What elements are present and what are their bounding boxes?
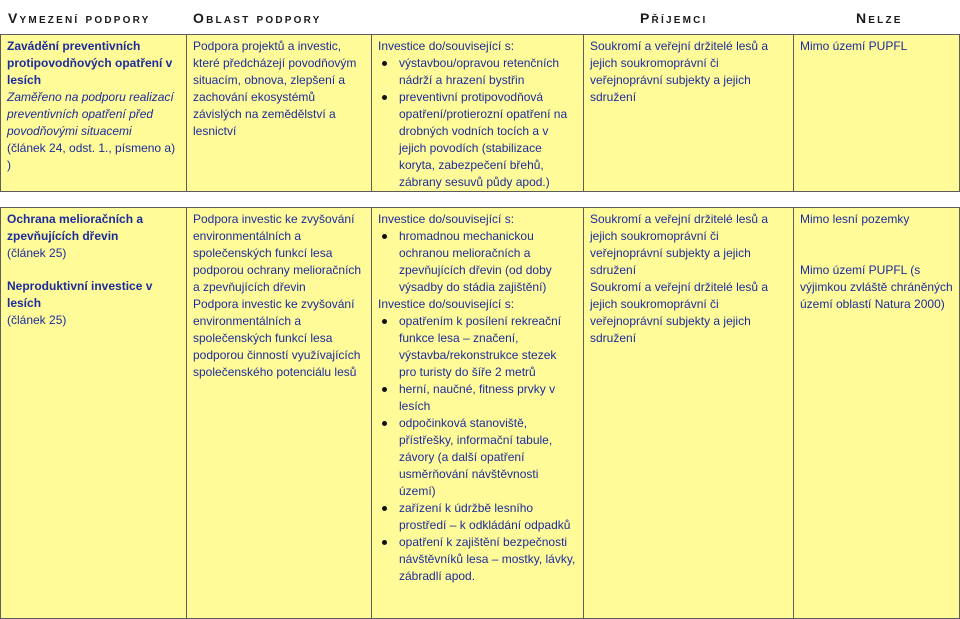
row2-oblast-cell	[187, 207, 372, 619]
row1-vymezeni-ref: (článek 24, odst. 1., písmeno a) )	[7, 141, 176, 172]
row2-oblast-a-text: Podpora investic ke zvyšování environmentálních a společenských funkcí lesa podporou ochrany melioračních a zpevňujících dřevin	[193, 212, 362, 294]
row2-vymezeni-a-ref: (článek 25)	[7, 246, 67, 260]
row2-vymezeni-cell	[0, 207, 187, 619]
list-item: výstavbou/opravou retenčních nádrží a hrazení bystřin	[378, 55, 577, 89]
row1-popis-list	[378, 55, 577, 191]
row1-prijemci-cell	[584, 34, 794, 192]
row1-nelze-text: Mimo území PUPFL	[800, 39, 908, 53]
row2-vymezeni-b-ref: (článek 25)	[7, 313, 67, 327]
row2-nelze-cell	[794, 207, 960, 619]
row2-popis-cell	[372, 207, 584, 619]
row2-vymezeni-a-title: Ochrana melioračních a zpevňujících dřevin	[7, 212, 144, 243]
row2-popis-b-list	[378, 313, 577, 585]
row1-nelze-cell	[794, 34, 960, 192]
row1-popis-cell	[372, 34, 584, 192]
row1-oblast-text: Podpora projektů a investic, které předcházejí povodňovým situacím, obnova, zlepšení a zachování ekosystémů závislých na zemědělství a lesnictví	[193, 39, 357, 138]
row2-nelze-b-text: Mimo území PUPFL (s výjimkou zvláště chráněných území oblastí Natura 2000)	[800, 263, 953, 311]
row2-popis-b-heading: Investice do/související s:	[378, 297, 515, 311]
list-item: zařízení k údržbě lesního prostředí – k odkládání odpadků	[378, 500, 577, 534]
list-item: odpočinková stanoviště, přístřešky, informační tabule, závory (a další opatření usměrňování návštěvnosti území)	[378, 415, 577, 500]
row2-prijemci-b-text: Soukromí a veřejní držitelé lesů a jejich soukromoprávní či veřejnoprávní subjekty a jejich sdružení	[590, 280, 769, 345]
list-item: hromadnou mechanickou ochranou melioračních a zpevňujících dřevin (od doby výsadby do stádia zajištění)	[378, 228, 577, 296]
row1-vymezeni-title: Zavádění preventivních protipovodňových opatření v lesích	[7, 39, 173, 87]
header-oblast-podpory: Oblast podpory	[193, 2, 373, 34]
list-item: preventivní protipovodňová opatření/protierozní opatření na drobných vodních tocích a v jejich povodích (stabilizace koryta, zabezpečení břehů, zábrany sesuvů půdy apod.)	[378, 89, 577, 191]
row1-prijemci-text: Soukromí a veřejní držitelé lesů a jejich soukromoprávní či veřejnoprávní subjekty a jejich sdružení	[590, 39, 769, 104]
row2-popis-a-heading: Investice do/související s:	[378, 212, 515, 226]
row1-vymezeni-cell	[0, 34, 187, 192]
row2-oblast-b-text: Podpora investic ke zvyšování environmentálních a společenských funkcí lesa podporou činností využívajících společenského potenciálu lesů	[193, 297, 361, 379]
row1-popis-heading: Investice do/související s:	[378, 39, 515, 53]
row2-popis-a-list	[378, 228, 577, 296]
row2-prijemci-a-text: Soukromí a veřejní držitelé lesů a jejich soukromoprávní či veřejnoprávní subjekty a jejich sdružení	[590, 212, 769, 277]
list-item: opatření k zajištění bezpečnosti návštěvníků lesa – mostky, lávky, zábradlí apod.	[378, 534, 577, 585]
list-item: opatřením k posílení rekreační funkce lesa – značení, výstavba/rekonstrukce stezek pro turisty do šíře 2 metrů	[378, 313, 577, 381]
header-prijemci: Příjemci	[640, 2, 750, 34]
header-vymezeni-podpory: Vymezení podpory	[8, 2, 178, 34]
row1-oblast-cell	[187, 34, 372, 192]
list-item: herní, naučné, fitness prvky v lesích	[378, 381, 577, 415]
row2-nelze-a-text: Mimo lesní pozemky	[800, 212, 910, 226]
row1-vymezeni-subtitle: Zaměřeno na podporu realizací preventivních opatření před povodňovými situacemi	[7, 90, 174, 138]
row2-vymezeni-b-title: Neproduktivní investice v lesích	[7, 279, 153, 310]
row-separator	[0, 192, 960, 207]
row2-prijemci-cell	[584, 207, 794, 619]
header-nelze: Nelze	[856, 2, 946, 34]
